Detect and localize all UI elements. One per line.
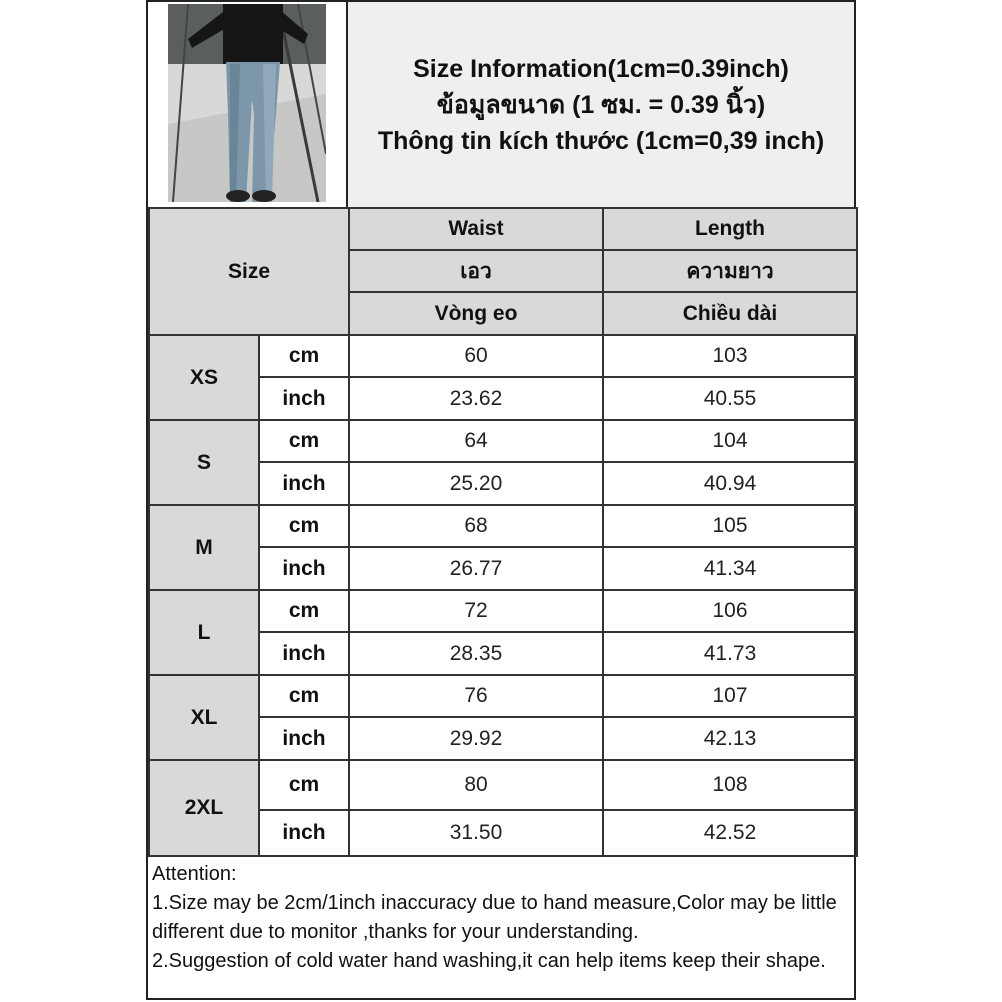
waist-header-vi: Vòng eo [349,292,603,335]
waist-cm-value: 60 [349,335,603,377]
length-inch-value: 40.55 [603,377,857,420]
length-cm-value: 103 [603,335,857,377]
size-chart-sheet [146,0,856,1000]
waist-inch-value: 25.20 [349,462,603,505]
product-photo-cell [148,2,348,207]
waist-header-th: เอว [349,250,603,292]
unit-label: inch [259,377,349,420]
table-row [149,760,857,810]
table-row [149,590,857,632]
length-header-vi: Chiều dài [603,292,857,335]
length-cm-value: 108 [603,760,857,810]
waist-cm-value: 68 [349,505,603,547]
size-info-vietnamese: Thông tin kích thước (1cm=0,39 inch) [377,126,825,155]
size-label: L [149,590,259,675]
size-label: XL [149,675,259,760]
unit-label: cm [259,590,349,632]
waist-cm-value: 72 [349,590,603,632]
attention-note-2: 2.Suggestion of cold water hand washing,it can help items keep their shape. [152,950,826,972]
size-info-thai: ข้อมูลขนาด (1 ซม. = 0.39 นิ้ว) [436,90,766,119]
size-info-english: Size Information(1cm=0.39inch) [413,54,789,83]
size-table [148,207,858,857]
table-row [149,675,857,717]
table-row [149,420,857,462]
waist-inch-value: 23.62 [349,377,603,420]
length-header-en: Length [603,208,857,250]
unit-label: cm [259,335,349,377]
waist-cm-value: 76 [349,675,603,717]
unit-label: inch [259,717,349,760]
unit-label: cm [259,420,349,462]
unit-label: cm [259,675,349,717]
waist-inch-value: 28.35 [349,632,603,675]
length-inch-value: 42.13 [603,717,857,760]
size-column-title: Size [149,208,349,335]
length-inch-value: 41.73 [603,632,857,675]
unit-label: inch [259,632,349,675]
length-inch-value: 40.94 [603,462,857,505]
length-inch-value: 41.34 [603,547,857,590]
length-inch-value: 42.52 [603,810,857,856]
chart-header [148,2,854,209]
size-label: S [149,420,259,505]
attention-note-1: 1.Size may be 2cm/1inch inaccuracy due to hand measure,Color may be little different due to monitor ,thanks for your understanding. [152,892,837,943]
size-label: M [149,505,259,590]
length-cm-value: 107 [603,675,857,717]
size-information-cell [348,2,854,207]
size-label: 2XL [149,760,259,856]
unit-label: inch [259,547,349,590]
length-header-th: ความยาว [603,250,857,292]
waist-header-en: Waist [349,208,603,250]
table-row [149,335,857,377]
jeans-product-photo [168,4,326,202]
length-cm-value: 104 [603,420,857,462]
unit-label: inch [259,462,349,505]
unit-label: cm [259,505,349,547]
waist-inch-value: 26.77 [349,547,603,590]
unit-label: cm [259,760,349,810]
waist-inch-value: 31.50 [349,810,603,856]
attention-notes [148,858,854,1000]
length-cm-value: 105 [603,505,857,547]
length-cm-value: 106 [603,590,857,632]
waist-inch-value: 29.92 [349,717,603,760]
unit-label: inch [259,810,349,856]
waist-cm-value: 64 [349,420,603,462]
attention-title: Attention: [152,863,237,885]
waist-cm-value: 80 [349,760,603,810]
table-row [149,505,857,547]
size-label: XS [149,335,259,420]
